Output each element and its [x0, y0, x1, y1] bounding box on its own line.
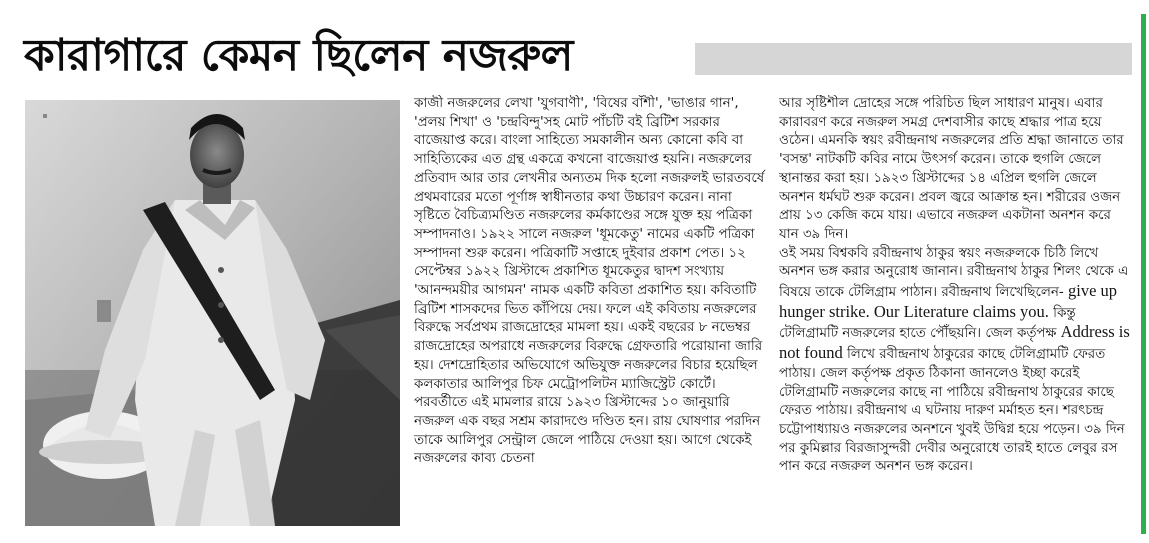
nazrul-photo	[25, 100, 400, 526]
accent-rule	[1141, 14, 1146, 534]
column-2-paragraph-1: আর সৃষ্টিশীল দ্রোহের সঙ্গে পরিচিত ছিল সাধারণ মানুষ। এবার কারাবরণ করে নজরুল সমগ্র দেশবাসীর কাছে শ্রদ্ধার পাত্র হয়ে ওঠেন। এমনকি স্বয়ং রবীন্দ্রনাথ নজরুলের প্রতি শ্রদ্ধা জানাতে তার 'বসন্ত' নাটকটি কবির নামে উৎসর্গ করেন। তাকে হুগলি জেলে স্থানান্তর করা হয়। ১৯২৩ খ্রিস্টাব্দের ১৪ এপ্রিল হুগলি জেলে অনশন ধর্মঘট শুরু করেন। প্রবল জ্বরে আক্রান্ত হন। শরীরের ওজন প্রায় ১৩ কেজি কমে যায়। এভাবে নজরুল একটানা অনশন করে যান ৩৯ দিন।	[779, 96, 1124, 242]
article-column-2	[779, 95, 1133, 535]
headline-bar	[695, 43, 1132, 75]
column-1-text: কাজী নজরুলের লেখা 'যুগবাণী', 'বিষের বাঁশী', 'ভাঙার গান', 'প্রলয় শিখা' ও 'চন্দ্রবিন্দু'সহ মোট পাঁচটি বই ব্রিটিশ সরকার বাজেয়াপ্ত করে। বাংলা সাহিত্যে সমকালীন অন্য কোনো কবি বা সাহিত্যিকের এত গ্রন্থ একত্রে কখনো বাজেয়াপ্ত হয়নি। নজরুলের প্রতিবাদ আর তার লেখনীর অন্যতম দিক হলো নজরুলই ভারতবর্ষে প্রথমবারের মতো পূর্ণাঙ্গ স্বাধীনতার কথা উচ্চারণ করেন। নানা সৃষ্টিতে বৈচিত্র্যমণ্ডিত নজরুলের কর্মকাণ্ডের সঙ্গে যুক্ত হয় পত্রিকা সম্পাদনাও। ১৯২২ সালে নজরুল 'ধূমকেতু' নামের একটি পত্রিকা সম্পাদনা শুরু করেন। পত্রিকাটি সপ্তাহে দুইবার প্রকাশ পেত। ১২ সেপ্টেম্বর ১৯২২ খ্রিস্টাব্দে প্রকাশিত ধূমকেতুর দ্বাদশ সংখ্যায় 'আনন্দময়ীর আগমন' নামক একটি কবিতা প্রকাশিত হয়। কবিতাটি ব্রিটিশ শাসকদের ভিত কাঁপিয়ে দেয়। ফলে এই কবিতায় নজরুলের বিরুদ্ধে সর্বপ্রথম রাজদ্রোহের মামলা হয়। একই বছরের ৮ নভেম্বর রাজদ্রোহের অপরাধে নজরুলের বিরুদ্ধে গ্রেফতারি পরোয়ানা জারি হয়। দেশদ্রোহিতার অভিযোগে অভিযুক্ত নজরুলের বিচার হয়েছিল কলকাতার আলিপুর চিফ মেট্রোপলিটন ম্যাজিস্ট্রেট কোর্টে। পরবর্তীতে এই মামলার রায়ে ১৯২৩ খ্রিস্টাব্দের ১০ জানুয়ারি নজরুল এক বছর সশ্রম কারাদণ্ডে দণ্ডিত হন। রায় ঘোষণার পরদিন তাকে আলিপুর সেন্ট্রাল জেলে পাঠিয়ে দেওয়া হয়। আগে থেকেই নজরুলের কাব্য চেতনা	[414, 96, 765, 467]
paragraph-2-text-a: ওই সময় বিশ্বকবি রবীন্দ্রনাথ ঠাকুর স্বয়ং নজরুলকে চিঠি লিখে অনশন ভঙ্গ করার অনুরোধ জানান। রবীন্দ্রনাথ ঠাকুর শিলং থেকে এ বিষয়ে তাকে টেলিগ্রাম পাঠান। রবীন্দ্রনাথ লিখেছিলেন-	[779, 245, 1129, 301]
paragraph-2-text-b: কিন্তু টেলিগ্রামটি নজরুলের হাতে পৌঁছয়নি। জেল কর্তৃপক্ষ	[779, 305, 1076, 342]
article-column-1	[414, 95, 766, 535]
paragraph-2-text-c: লিখে রবীন্দ্রনাথ ঠাকুরের কাছে টেলিগ্রামটি ফেরত পাঠায়। জেল কর্তৃপক্ষ প্রকৃত ঠিকানা জানলেও ইচ্ছা করেই টেলিগ্রামটি নজরুলের কাছে না পাঠিয়ে রবীন্দ্রনাথ ঠাকুরের কাছে ফেরত পাঠায়। রবীন্দ্রনাথ এ ঘটনায় দারুণ মর্মাহত হন। শরৎচন্দ্র চট্টোপাধ্যায়ও নজরুলের অনশনে খুবই উদ্বিগ্ন হয়ে পড়েন। ৩৯ দিন পর কুমিল্লার বিরজাসুন্দরী দেবীর অনুরোধে তারই হাতে লেবুর রস পান করে নজরুল অনশন ভঙ্গ করেন।	[779, 347, 1125, 475]
column-2-paragraph-2	[779, 245, 1133, 477]
headline: কারাগারে কেমন ছিলেন নজরুল	[24, 30, 573, 81]
address-not-found-text: Address is not found	[779, 322, 1130, 363]
telegram-quote: give up hunger strike. Our Literature claims you.	[779, 281, 1118, 321]
